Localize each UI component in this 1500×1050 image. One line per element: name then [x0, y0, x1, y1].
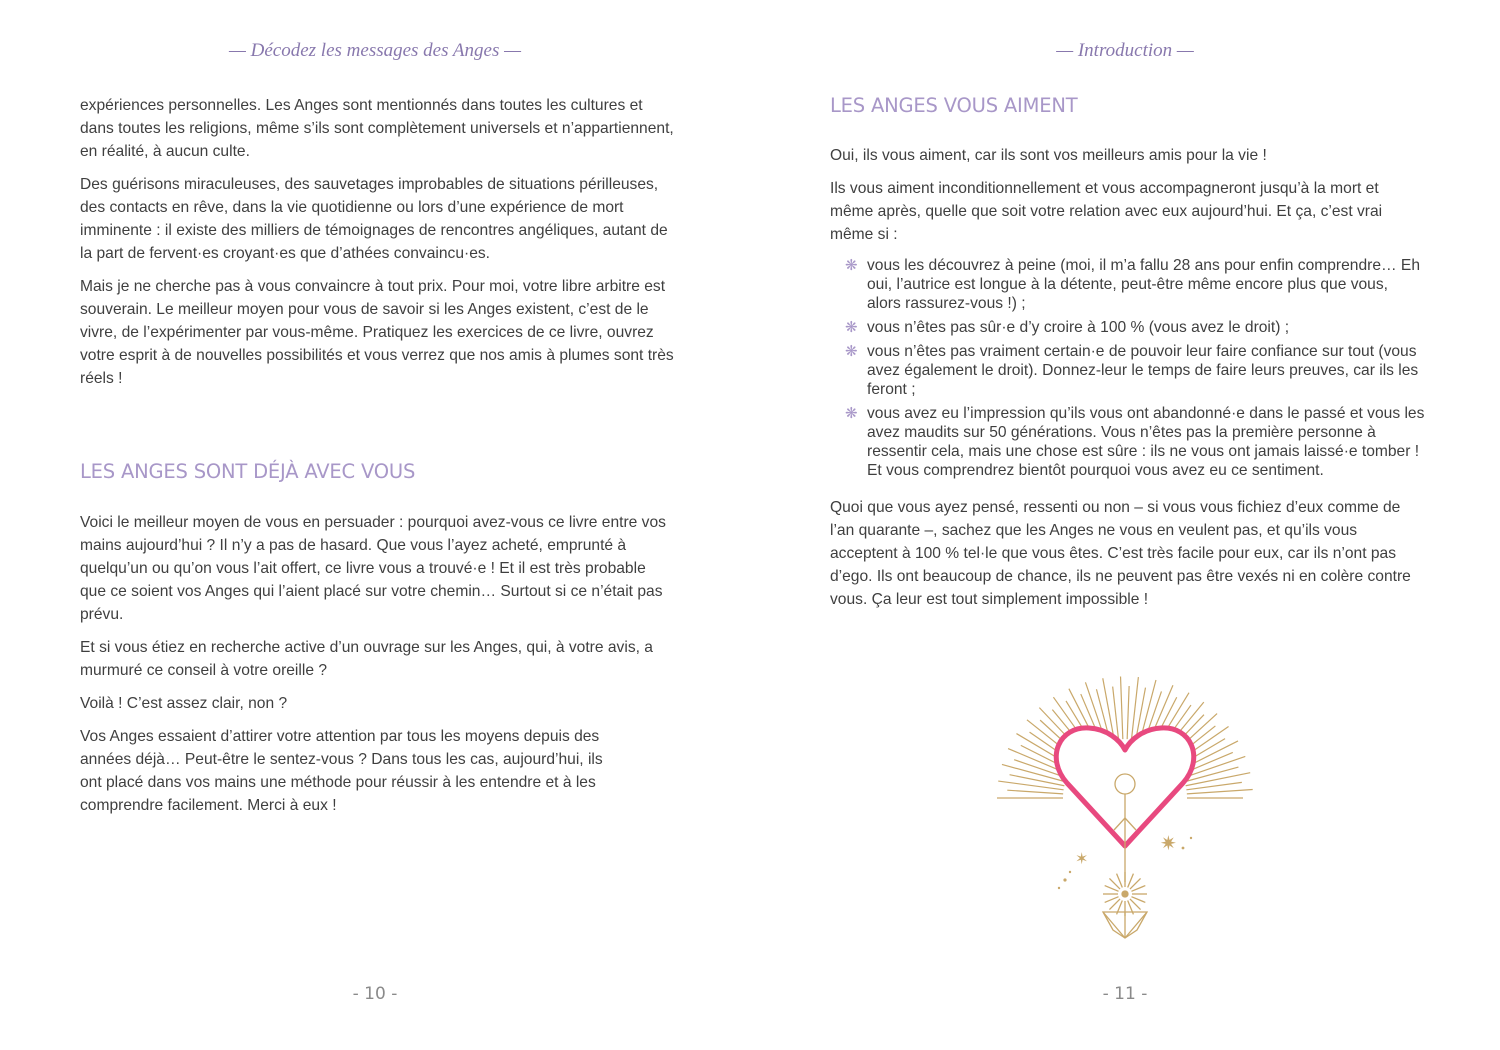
sunburst-ray [998, 781, 1063, 790]
list-item [830, 256, 1425, 313]
section-heading-anges-aiment: LES ANGES VOUS AIMENT [830, 94, 1078, 117]
sunburst-ray [1127, 686, 1129, 739]
right-text-block [830, 144, 1425, 621]
paragraph: Voici le meilleur moyen de vous en persuader : pourquoi avez-vous ce livre entre vos mains aujourd’hui ? Il n’y a pas de hasard. Que vous l’ayez acheté, emprunté à quelqu’un ou qu’on vous l’ait offert, ce livre vous a trouvé·e ! Et il est très probable que ce soient vos Anges qui l’aient placé sur votre chemin… Surtout si ce n’était pas prévu. [80, 514, 666, 623]
burst-ray [1117, 874, 1123, 888]
list-item-text: vous n’êtes pas vraiment certain·e de pouvoir leur faire confiance sur tout (vous avez également le droit). Donnez-leur le temps de faire leurs preuves, car ils les feront ; [867, 343, 1419, 398]
page-number-left: - 10 - [352, 984, 398, 1004]
sunburst-ray [1121, 676, 1123, 739]
list-item [830, 404, 1425, 480]
burst-ray [1131, 897, 1145, 903]
list-item-text: vous les découvrez à peine (moi, il m’a fallu 28 ans pour enfin comprendre… Eh oui, l’autrice est longue à la détente, peut-être même encore plus que vous, alors rassurez-vous !) ; [867, 257, 1420, 312]
star-list [830, 256, 1425, 480]
burst-ray [1130, 878, 1141, 889]
burst-ray [1105, 886, 1119, 892]
paragraph: Vos Anges essaient d’attirer votre attention par tous les moyens depuis des années déjà… Peut-être le sentez-vous ? Dans tous les cas, aujourd’hui, ils ont placé dans vos mains une méthode pour réussir à les entendre et à les comprendre facilement. Merci à eux ! [80, 728, 603, 814]
svg-text:✷: ✷ [1160, 831, 1177, 855]
heart-sunburst-illustration [975, 668, 1275, 948]
star-bullet-icon: ❋ [845, 319, 858, 336]
burst-ray [1105, 897, 1119, 903]
running-head-right: — Introduction — [1056, 40, 1194, 61]
list-item [830, 318, 1425, 337]
list-item-text: vous avez eu l’impression qu’ils vous ont abandonné·e dans le passé et vous les avez maudits sur 50 générations. Vous n’êtes pas la première personne à ressentir cela, mais une chose est sûre : ils ne vous ont jamais laissé·e tomber ! Et vous comprendrez bientôt pourquoi vous avez eu ce sentiment. [867, 405, 1425, 479]
paragraph: Mais je ne cherche pas à vous convaincre à tout prix. Pour moi, votre libre arbitre est souverain. Le meilleur moyen pour vous de savoir si les Anges existent, c’est de le vivre, de l’expérimenter par vous-même. Pratiquez les exercices de ce livre, ouvrez votre esprit à de nouvelles possibilités et vous verrez que nos amis à plumes sont très réels ! [80, 278, 674, 387]
star-bullet-icon: ❋ [845, 405, 858, 422]
paragraph: Voilà ! C’est assez clair, non ? [80, 695, 288, 712]
paragraph: Des guérisons miraculeuses, des sauvetages improbables de situations périlleuses, des contacts en rêve, dans la vie quotidienne ou lors d’une expérience de mort imminente : il existe des milliers de témoignages de rencontres angéliques, autant de la part de fervent·es croyant·es que d’athées convaincu·es. [80, 176, 668, 262]
burst-ray [1128, 874, 1134, 888]
section-text-block [80, 511, 675, 827]
sunburst-ray [1113, 687, 1119, 740]
sunburst-ray [1007, 790, 1063, 794]
sunburst-ray [1187, 790, 1253, 794]
paragraph: Oui, ils vous aiment, car ils sont vos meilleurs amis pour la vie ! [830, 147, 1267, 164]
burst-ray [1109, 899, 1120, 910]
list-item [830, 342, 1425, 399]
paragraph: Quoi que vous ayez pensé, ressenti ou non – si vous vous fichiez d’eux comme de l’an quarante –, sachez que les Anges ne vous en veulent pas, et qu’ils vous acceptent à 100 % tel·le que vous êtes. C’est très facile pour eux, car ils n’ont pas d’ego. Ils ont beaucoup de chance, ils ne peuvent pas être vexés ni en colère contre vous. Ça leur est tout simplement impossible ! [830, 499, 1411, 608]
list-item-text: vous n’êtes pas sûr·e d’y croire à 100 % (vous avez le droit) ; [867, 319, 1290, 336]
burst-ray [1130, 899, 1141, 910]
running-head-left: — Décodez les messages des Anges — [229, 40, 521, 61]
burst-ray [1131, 886, 1145, 892]
burst-ray [1109, 878, 1120, 889]
paragraph: Et si vous étiez en recherche active d’un ouvrage sur les Anges, qui, à votre avis, a murmuré ce conseil à votre oreille ? [80, 639, 653, 679]
svg-text:✶: ✶ [1075, 849, 1089, 868]
paragraph: Ils vous aiment inconditionnellement et vous accompagneront jusqu’à la mort et même après, quelle que soit votre relation avec eux aujourd’hui. Et ça, c’est vrai même si : [830, 180, 1383, 243]
section-heading-anges-deja: LES ANGES SONT DÉJÀ AVEC VOUS [80, 460, 416, 483]
page-number-right: - 11 - [1102, 984, 1148, 1004]
intro-text-block [80, 94, 680, 400]
paragraph: expériences personnelles. Les Anges sont mentionnés dans toutes les cultures et dans toutes les religions, même s’ils sont complètement universels et n’appartiennent, en réalité, à aucun culte. [80, 97, 674, 160]
star-bullet-icon: ❋ [845, 257, 858, 274]
star-bullet-icon: ❋ [845, 343, 858, 360]
